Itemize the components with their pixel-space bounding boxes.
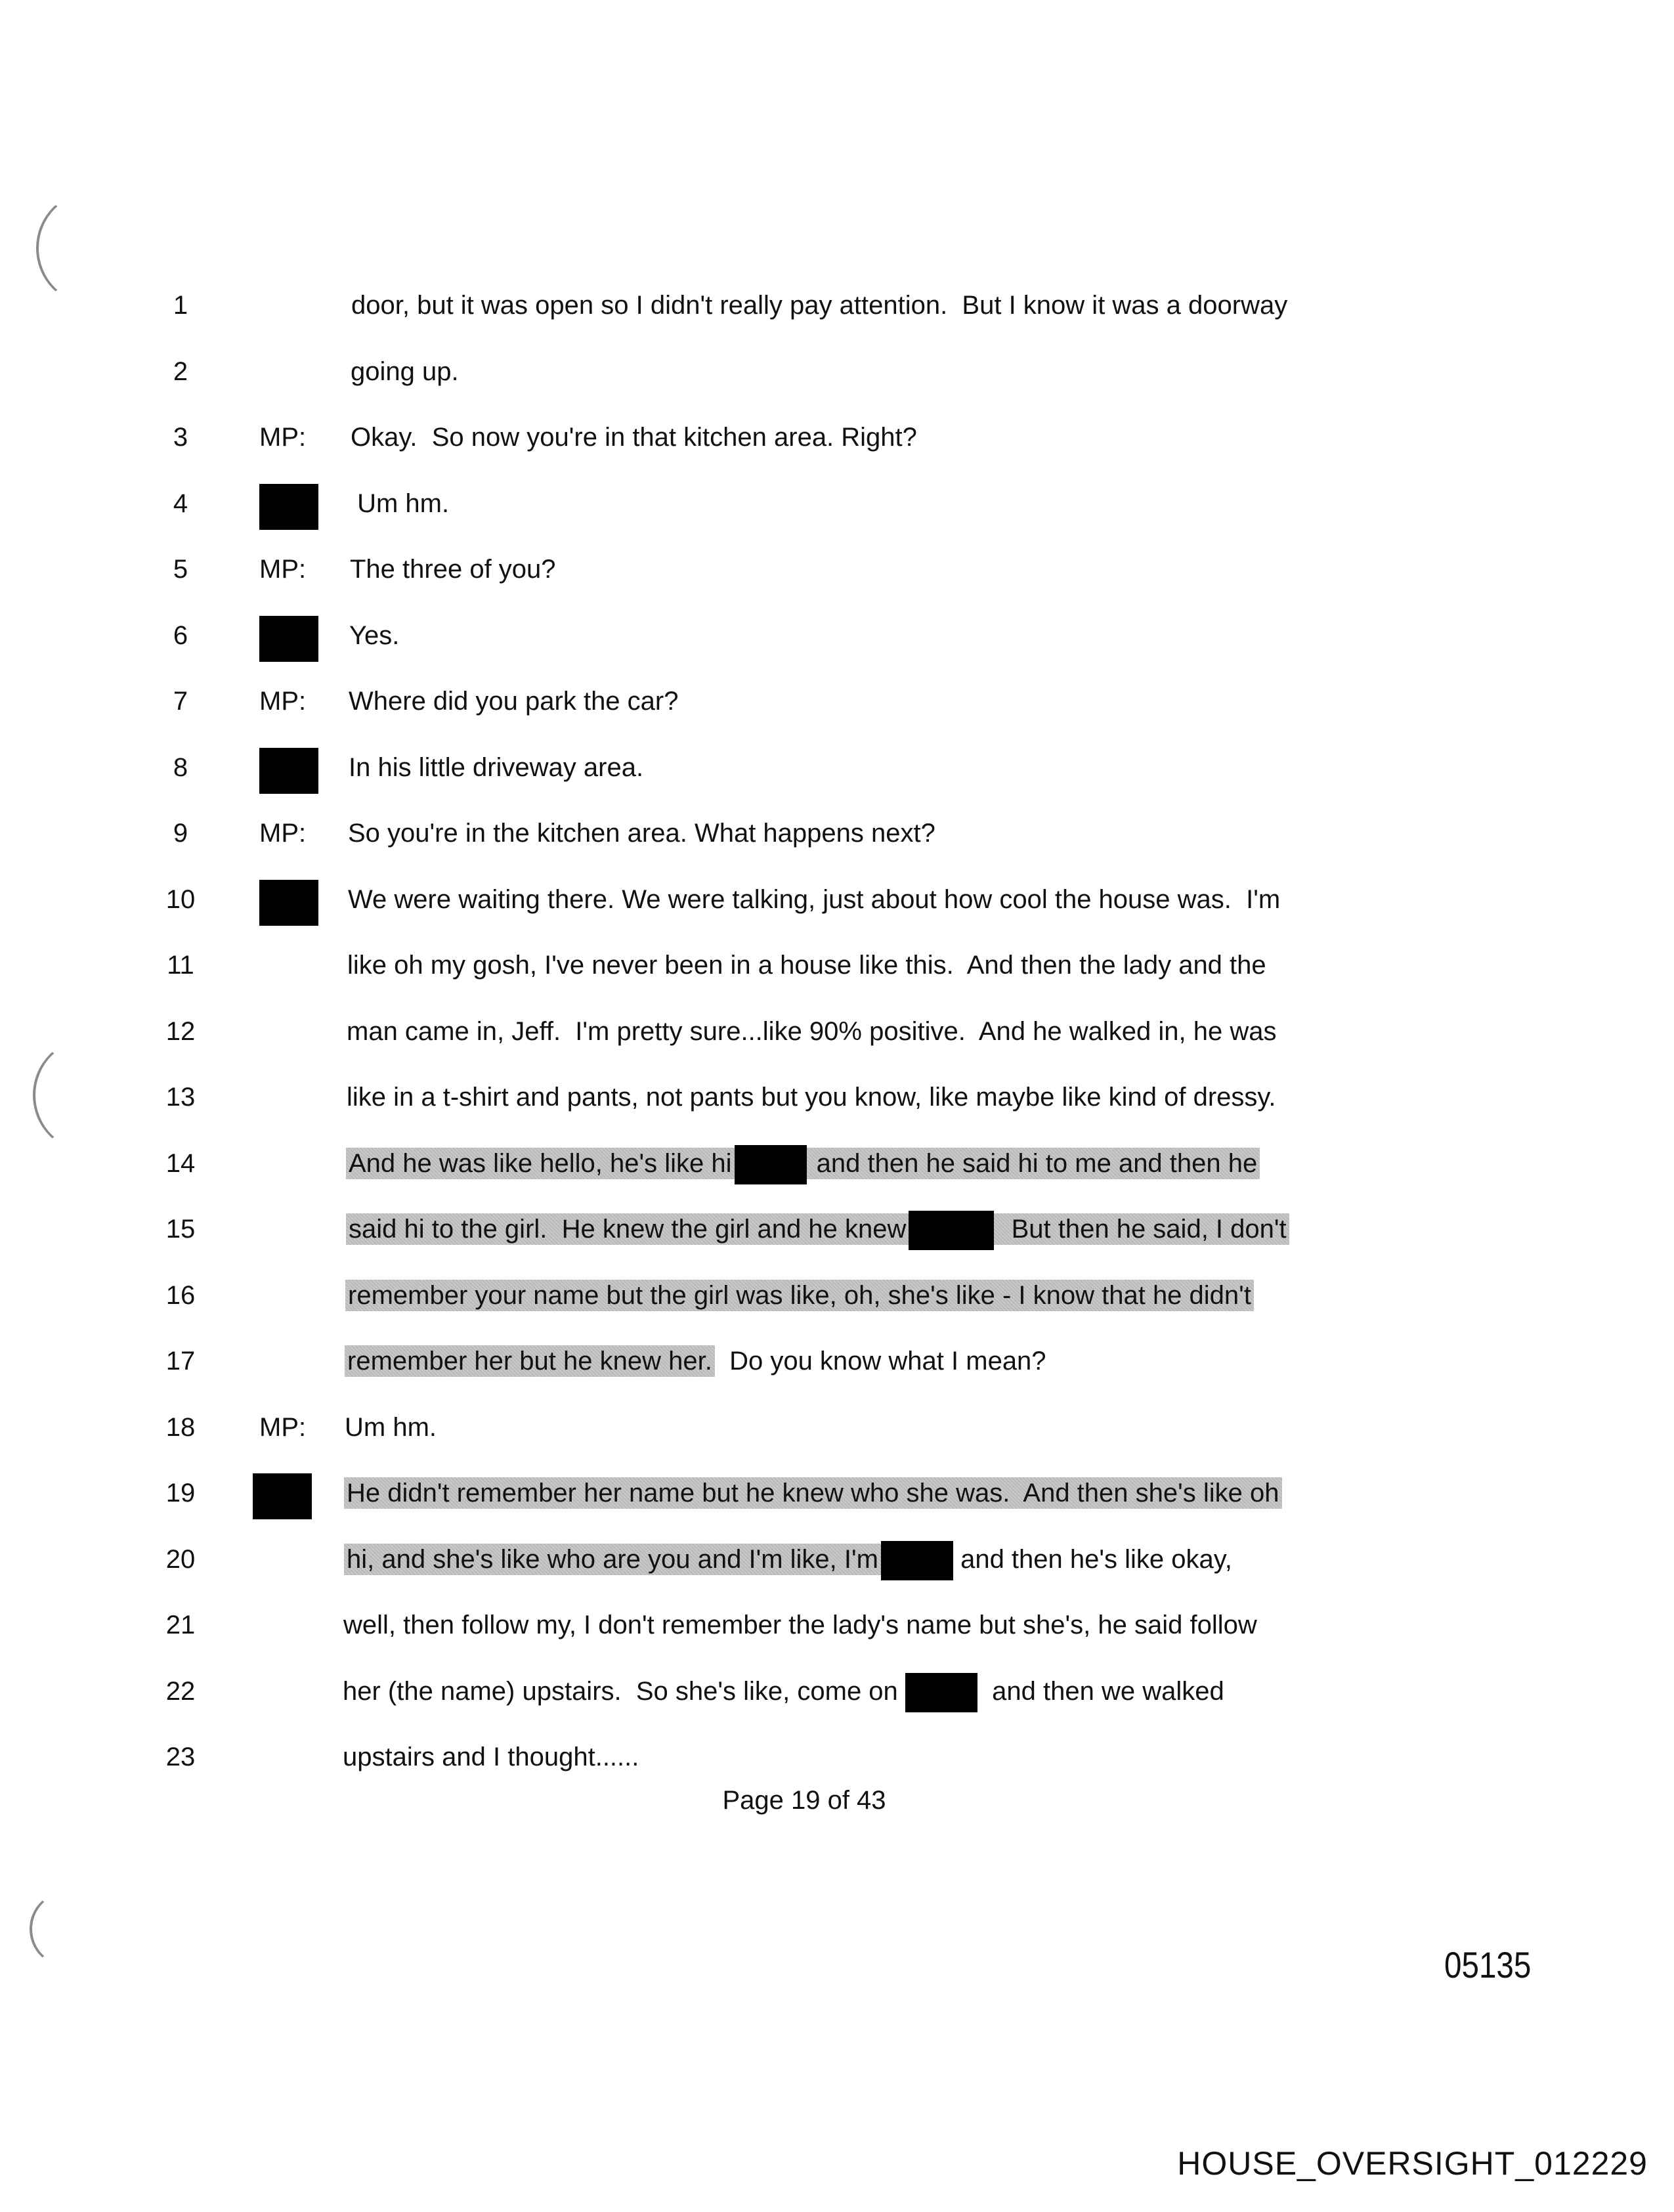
speaker-label: MP: bbox=[259, 423, 307, 452]
line-number: 13 bbox=[165, 1083, 196, 1112]
hole-punch-mark-bottom bbox=[30, 1891, 91, 1967]
document-stamp-number: 05135 bbox=[1444, 1944, 1532, 1985]
text-segment: Yes. bbox=[349, 620, 400, 650]
transcript-line bbox=[0, 1527, 1674, 1592]
speaker-label: MP: bbox=[259, 687, 307, 716]
transcript-line bbox=[0, 668, 1674, 734]
speaker-label: MP: bbox=[259, 555, 307, 584]
highlighted-text: hi, and she's like who are you and I'm like, I'm bbox=[344, 1544, 881, 1575]
transcript-line bbox=[0, 603, 1674, 668]
line-number: 12 bbox=[165, 1016, 196, 1046]
line-text bbox=[345, 1263, 1254, 1328]
line-number: 15 bbox=[165, 1215, 196, 1244]
line-text bbox=[344, 1527, 1232, 1592]
line-number: 11 bbox=[167, 951, 194, 980]
highlighted-text: But then he said, I don't bbox=[994, 1213, 1289, 1245]
highlighted-text: remember your name but the girl was like, oh, she's like - I know that he didn't bbox=[345, 1280, 1254, 1311]
text-segment: upstairs and I thought...... bbox=[343, 1743, 639, 1771]
text-segment: door, but it was open so I didn't really pay attention. But I know it was a doorway bbox=[351, 291, 1288, 320]
transcript-line bbox=[0, 1395, 1674, 1460]
text-segment: and then we walked bbox=[977, 1676, 1224, 1706]
line-text bbox=[345, 1328, 1046, 1394]
speaker-redaction-box bbox=[259, 748, 318, 794]
speaker-label: MP: bbox=[259, 1412, 307, 1442]
line-number: 7 bbox=[173, 687, 188, 716]
transcript-line bbox=[0, 1460, 1674, 1526]
line-text bbox=[349, 668, 678, 734]
text-segment: So you're in the kitchen area. What happens next? bbox=[348, 819, 935, 848]
transcript-line bbox=[0, 867, 1674, 932]
transcript-line bbox=[0, 272, 1674, 338]
line-text bbox=[347, 999, 1276, 1064]
transcript-line bbox=[0, 1724, 1674, 1790]
line-text bbox=[344, 1460, 1282, 1526]
highlighted-text: And he was like hello, he's like hi bbox=[346, 1148, 735, 1179]
transcript-line bbox=[0, 999, 1674, 1064]
text-segment: Okay. So now you're in that kitchen area. Right? bbox=[351, 423, 917, 452]
transcript-line bbox=[0, 1131, 1674, 1196]
line-number: 3 bbox=[173, 423, 188, 452]
transcript-line bbox=[0, 1064, 1674, 1130]
line-number: 8 bbox=[173, 752, 188, 782]
text-segment: Where did you park the car? bbox=[349, 687, 679, 716]
text-segment: well, then follow my, I don't remember the lady's name but she's, he said follow bbox=[343, 1611, 1257, 1639]
line-text bbox=[343, 1592, 1257, 1658]
speaker-redaction-box bbox=[259, 880, 318, 926]
line-text bbox=[345, 1395, 437, 1460]
transcript-line bbox=[0, 735, 1674, 800]
line-number: 2 bbox=[173, 357, 188, 386]
text-segment: Um hm. bbox=[345, 1412, 437, 1442]
line-number: 1 bbox=[173, 291, 188, 320]
line-text bbox=[350, 471, 449, 536]
line-number: 10 bbox=[165, 884, 196, 914]
highlighted-text: He didn't remember her name but he knew who she was. And then she's like oh bbox=[344, 1477, 1282, 1509]
line-number: 22 bbox=[165, 1676, 196, 1706]
line-text bbox=[351, 339, 459, 404]
line-number: 19 bbox=[165, 1479, 196, 1507]
speaker-redaction-box bbox=[259, 616, 318, 662]
text-segment: In his little driveway area. bbox=[349, 752, 644, 782]
speaker-redaction-box bbox=[259, 484, 318, 530]
text-segment: Do you know what I mean? bbox=[714, 1347, 1046, 1376]
line-text bbox=[346, 1131, 1260, 1196]
line-number: 9 bbox=[173, 819, 188, 848]
line-number: 4 bbox=[173, 488, 188, 518]
line-number: 5 bbox=[173, 555, 188, 584]
text-segment: like in a t-shirt and pants, not pants but you know, like maybe like kind of dressy. bbox=[347, 1083, 1276, 1112]
transcript-line bbox=[0, 932, 1674, 998]
highlighted-text: said hi to the girl. He knew the girl and he knew bbox=[346, 1213, 909, 1245]
transcript-line bbox=[0, 536, 1674, 602]
transcript-line bbox=[0, 339, 1674, 404]
line-number: 16 bbox=[165, 1280, 196, 1310]
line-number: 21 bbox=[165, 1611, 196, 1639]
line-text bbox=[349, 735, 643, 800]
bates-number: HOUSE_OVERSIGHT_012229 bbox=[1177, 2145, 1648, 2182]
speaker-redaction-box bbox=[253, 1473, 312, 1519]
line-text bbox=[350, 536, 556, 602]
line-text bbox=[349, 603, 399, 668]
line-text bbox=[343, 1659, 1224, 1724]
line-number: 17 bbox=[165, 1347, 196, 1376]
text-segment: We were waiting there. We were talking, just about how cool the house was. I'm bbox=[348, 884, 1281, 914]
text-segment: man came in, Jeff. I'm pretty sure...like 90% positive. And he walked in, he was bbox=[347, 1016, 1277, 1046]
text-segment: and then he's like okay, bbox=[953, 1544, 1232, 1574]
line-text bbox=[347, 1064, 1276, 1130]
highlighted-text: remember her but he knew her. bbox=[345, 1345, 715, 1377]
text-segment: Um hm. bbox=[350, 488, 450, 518]
line-text bbox=[347, 932, 1266, 998]
redaction-box bbox=[881, 1541, 953, 1580]
transcript-line bbox=[0, 471, 1674, 536]
line-text bbox=[351, 272, 1287, 338]
text-segment: The three of you? bbox=[350, 555, 556, 584]
line-text bbox=[348, 800, 935, 866]
line-text bbox=[348, 867, 1280, 932]
transcript-line bbox=[0, 1263, 1674, 1328]
line-number: 20 bbox=[165, 1544, 196, 1574]
transcript-line bbox=[0, 1592, 1674, 1658]
speaker-label: MP: bbox=[259, 819, 307, 848]
text-segment: her (the name) upstairs. So she's like, come on bbox=[343, 1676, 905, 1706]
line-text bbox=[351, 404, 917, 470]
text-segment: going up. bbox=[351, 357, 459, 386]
line-text bbox=[346, 1196, 1289, 1262]
line-text bbox=[343, 1724, 639, 1790]
text-segment: like oh my gosh, I've never been in a house like this. And then the lady and the bbox=[347, 951, 1266, 980]
redaction-box bbox=[735, 1145, 807, 1184]
redaction-box bbox=[905, 1673, 977, 1712]
transcript-line bbox=[0, 1328, 1674, 1394]
line-number: 23 bbox=[165, 1743, 196, 1771]
transcript-line bbox=[0, 800, 1674, 866]
line-number: 6 bbox=[173, 620, 188, 650]
transcript-line bbox=[0, 1659, 1674, 1724]
page-number: Page 19 of 43 bbox=[722, 1786, 886, 1815]
redaction-box bbox=[909, 1211, 994, 1250]
transcript-line bbox=[0, 1196, 1674, 1262]
transcript-line bbox=[0, 404, 1674, 470]
line-number: 18 bbox=[165, 1412, 196, 1442]
highlighted-text: and then he said hi to me and then he bbox=[807, 1148, 1260, 1179]
line-number: 14 bbox=[165, 1148, 196, 1178]
